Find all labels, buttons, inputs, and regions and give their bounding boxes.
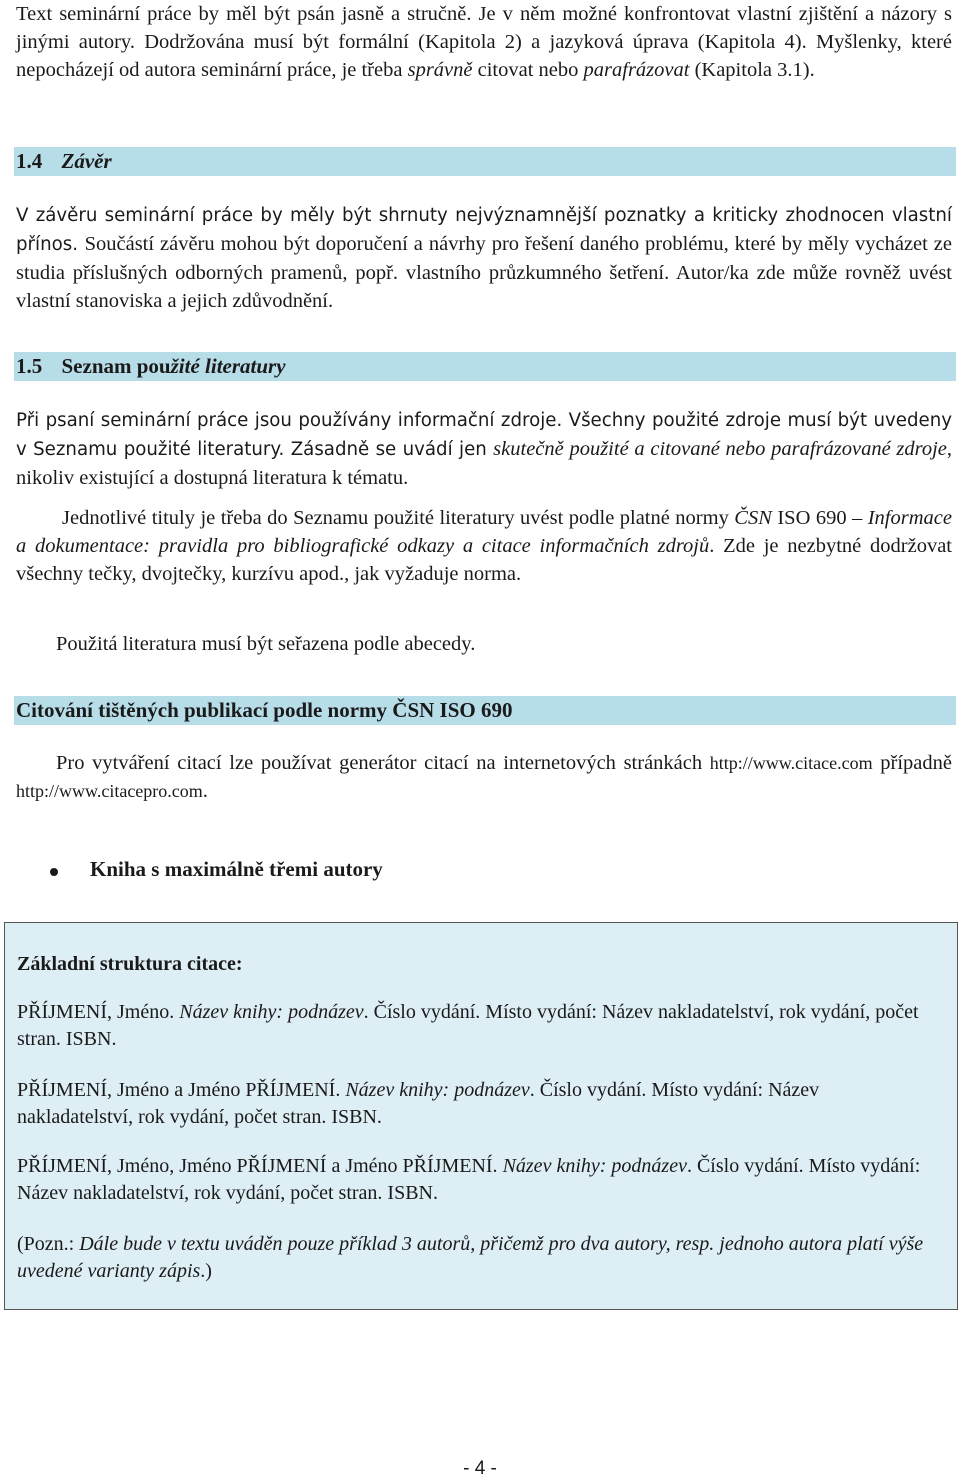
page-number: - 4 - — [463, 1458, 497, 1479]
literatura-paragraph-1: Při psaní seminární práce jsou používány informační zdroje. Všechny použité zdroje musí být uvedeny v Seznamu použité literatury. Zásadně se uvádí jen skutečně použité a citované nebo parafrázované zdroje, nikoliv existující a dostupná literatura k tématu. — [16, 410, 952, 489]
literatura-paragraph-3: Použitá literatura musí být seřazena podle abecedy. — [56, 633, 476, 655]
citacepro-link[interactable]: http://www.citacepro.com — [16, 781, 203, 801]
intro-paragraph: Text seminární práce by měl být psán jasně a stručně. Je v něm možné konfrontovat vlastní zjištění a názory s jinými autory. Dodržována musí být formální (Kapitola 2) a jazyková úprava (Kapitola 4). Myšlenky, které nepocházejí od autora seminární práce, je třeba správně citovat nebo parafrázovat (Kapitola 3.1). — [16, 3, 952, 81]
citation-example-2: PŘÍJMENÍ, Jméno a Jméno PŘÍJMENÍ. Název knihy: podnázev. Číslo vydání. Místo vydání: Název nakladatelství, rok vydání, počet stran. ISBN. — [17, 1079, 820, 1128]
section-heading-citovani: Citování tištěných publikací podle normy ČSN ISO 690 — [14, 696, 956, 725]
citation-example-1: PŘÍJMENÍ, Jméno. Název knihy: podnázev. Číslo vydání. Místo vydání: Název nakladatelství, rok vydání, počet stran. ISBN. — [17, 1001, 919, 1050]
zaver-paragraph: V závěru seminární práce by měly být shrnuty nejvýznamnější poznatky a kriticky zhodnocen vlastní přínos. Součástí závěru mohou být doporučení a návrhy pro řešení daného problému, které by měly vycházet ze studia příslušných odborných pramenů, popř. vlastního průzkumného šetření. Autor/ka zde může rovněž uvést vlastní stanoviska a jejich zdůvodnění. — [16, 205, 952, 312]
section-heading-literatura: 1.5 Seznam použité literatury — [14, 352, 956, 381]
citace-link[interactable]: http://www.citace.com — [709, 753, 873, 773]
citation-example-3: PŘÍJMENÍ, Jméno, Jméno PŘÍJMENÍ a Jméno PŘÍJMENÍ. Název knihy: podnázev. Číslo vydání. Místo vydání: Název nakladatelství, rok vydání, počet stran. ISBN. — [17, 1155, 921, 1204]
bullet-icon — [50, 868, 58, 876]
citation-structure-box — [4, 922, 958, 1310]
box-heading: Základní struktura citace: — [17, 953, 243, 975]
bullet-item: Kniha s maximálně třemi autory — [54, 857, 383, 882]
citation-note: (Pozn.: Dále bude v textu uváděn pouze příklad 3 autorů, přičemž pro dva autory, resp. jednoho autora platí výše uvedené varianty zápis.) — [17, 1233, 924, 1282]
section-heading-zaver: 1.4 Závěr — [14, 147, 956, 176]
literatura-paragraph-2: Jednotlivé tituly je třeba do Seznamu použité literatury uvést podle platné normy ČSN ISO 690 – Informace a dokumentace: pravidla pro bibliografické odkazy a citace informačních zdrojů. Zde je nezbytné dodržovat všechny tečky, dvojtečky, kurzívu apod., jak vyžaduje norma. — [16, 507, 952, 585]
generator-paragraph: Pro vytváření citací lze používat generátor citací na internetových stránkách http://www.citace.com případně http://www.citacepro.com. — [16, 752, 952, 802]
